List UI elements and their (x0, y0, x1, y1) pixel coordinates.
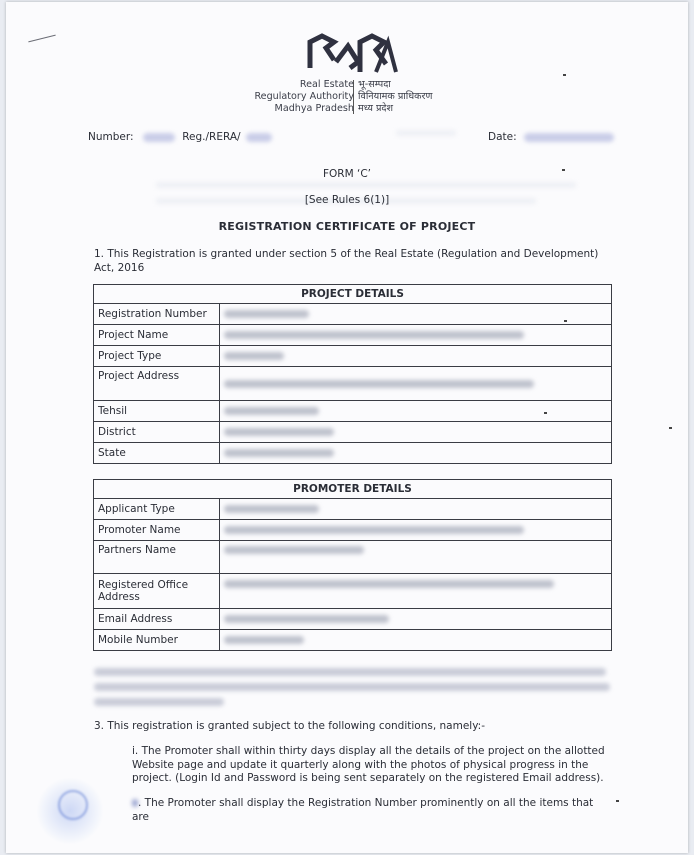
redacted-value (220, 499, 612, 520)
redacted-value (220, 630, 612, 651)
logo-line: मध्य प्रदेश (358, 103, 394, 114)
condition-i: i. The Promoter shall within thirty days display all the details of the project on the allotted Website page and update it quarterly along with the photos of physical progress in the project. (Login Id and Password is being sent separately on the registered Email address). (132, 745, 605, 784)
redacted-paragraph (94, 668, 612, 713)
condition-ii-text: . The Promoter shall display the Registration Number prominently on all the items that are (132, 797, 594, 823)
table-row (94, 574, 612, 609)
table-row (94, 325, 612, 346)
redacted-value (220, 422, 612, 443)
table-heading: PROMOTER DETAILS (94, 480, 612, 499)
bleed-through (156, 182, 576, 188)
table-row (94, 499, 612, 520)
redacted-value (220, 325, 612, 346)
promoter-details-table (93, 479, 612, 651)
row-label: Partners Name (94, 541, 220, 574)
row-label: Project Address (94, 367, 220, 401)
form-rules: [See Rules 6(1)] (304, 194, 390, 206)
authority-name-english (254, 79, 354, 115)
authority-name-hindi (358, 79, 432, 115)
project-details-table (93, 284, 612, 464)
table-row (94, 443, 612, 464)
redacted-value (220, 304, 612, 325)
row-label: District (94, 422, 220, 443)
redacted-value (220, 367, 612, 401)
redacted-value (524, 133, 614, 142)
redacted-value (220, 443, 612, 464)
condition-ii (132, 797, 610, 824)
logo-line: Regulatory Authority (254, 91, 354, 102)
rera-logo-icon (306, 32, 398, 78)
scan-speck (563, 74, 566, 76)
table-row (94, 346, 612, 367)
table-row (94, 422, 612, 443)
logo-line: विनियामक प्राधिकरण (358, 91, 433, 102)
row-label: Registered Office Address (94, 574, 220, 609)
certificate-page (6, 2, 688, 853)
redacted-value (143, 133, 175, 142)
row-label: Project Name (94, 325, 220, 346)
row-label: Project Type (94, 346, 220, 367)
table-heading: PROJECT DETAILS (94, 285, 612, 304)
redacted-value (220, 574, 612, 609)
scan-mark (28, 35, 55, 43)
scan-speck (544, 412, 547, 414)
scan-speck (669, 427, 672, 429)
redacted-value (220, 346, 612, 367)
reg-label: Reg./RERA/ (182, 131, 241, 143)
table-row (94, 304, 612, 325)
scan-speck (564, 320, 567, 322)
logo-line: भू-सम्पदा (358, 79, 391, 90)
row-label: Promoter Name (94, 520, 220, 541)
table-row (94, 630, 612, 651)
scan-speck (616, 800, 619, 802)
table-row (94, 401, 612, 422)
row-label: Tehsil (94, 401, 220, 422)
row-label: Mobile Number (94, 630, 220, 651)
logo-line: Real Estate (299, 79, 354, 90)
row-label: State (94, 443, 220, 464)
redacted-value (220, 609, 612, 630)
stamp-mark (58, 790, 88, 820)
redacted-value (220, 520, 612, 541)
table-row (94, 609, 612, 630)
number-label: Number: (88, 131, 134, 143)
table-row (94, 520, 612, 541)
table-row (94, 541, 612, 574)
date-label: Date: (488, 131, 517, 143)
form-name: FORM ‘C’ (322, 168, 371, 180)
clause-1: 1. This Registration is granted under section 5 of the Real Estate (Regulation and Development) Act, 2016 (94, 248, 599, 274)
certificate-title: REGISTRATION CERTIFICATE OF PROJECT (218, 220, 476, 233)
row-label: Applicant Type (94, 499, 220, 520)
logo-line: Madhya Pradesh (274, 103, 354, 114)
redacted-value (220, 541, 612, 574)
certificate-number (88, 131, 272, 143)
clause-3: 3. This registration is granted subject to the following conditions, namely:- (94, 720, 485, 732)
certificate-date (488, 131, 614, 143)
scan-speck (562, 169, 565, 171)
bleed-through (396, 130, 456, 136)
redacted-value (246, 133, 272, 142)
table-row (94, 367, 612, 401)
row-label: Registration Number (94, 304, 220, 325)
redacted-value (220, 401, 612, 422)
row-label: Email Address (94, 609, 220, 630)
